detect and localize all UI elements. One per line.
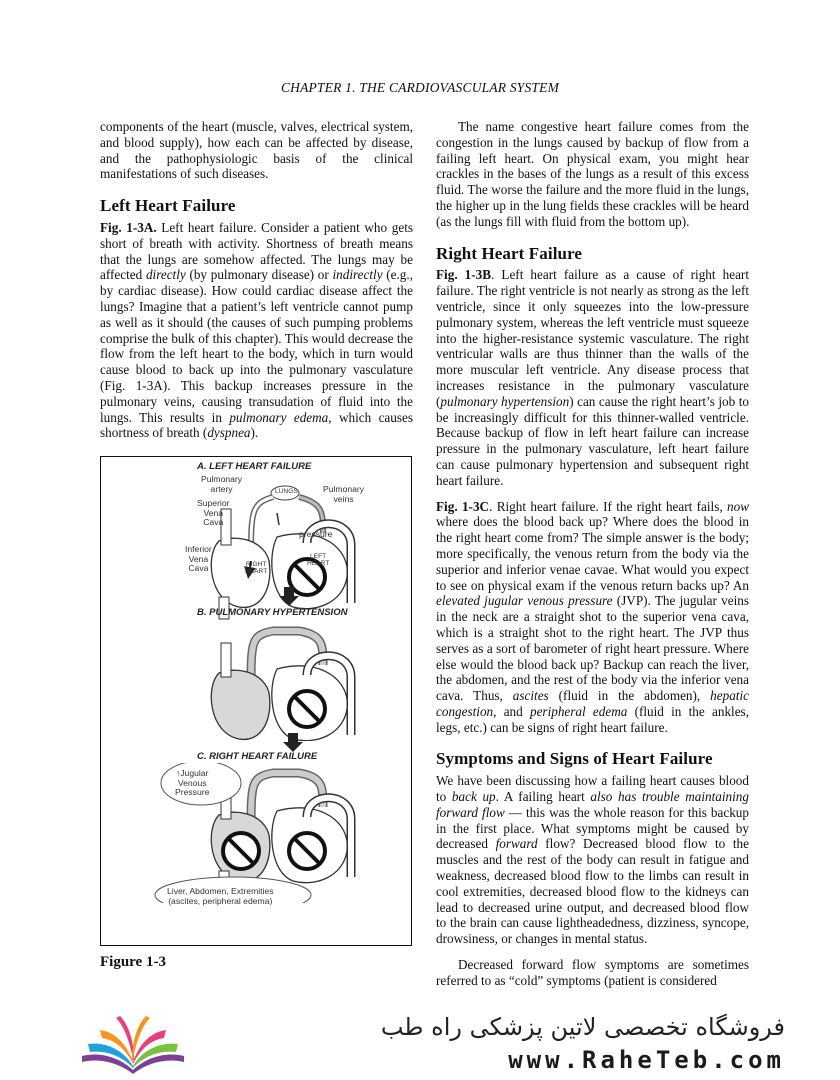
footer-website[interactable]	[508, 1046, 785, 1074]
heading-left-heart-failure: Left Heart Failure	[100, 196, 236, 216]
paragraph-fig-1-3a	[100, 220, 413, 441]
heart-diagram-c	[101, 763, 409, 903]
label-superior-vena-cava: Superior Vena Cava	[197, 498, 230, 527]
fig-ref: Fig. 1-3C	[436, 498, 490, 514]
label-left-heart: LEFT HEART	[307, 553, 330, 568]
text-run: — this was the whole reason for this backup in the first place. What symptoms might be caused by decreased	[436, 804, 749, 852]
heading-symptoms-signs: Symptoms and Signs of Heart Failure	[436, 749, 713, 769]
label-liver-abdomen-extremities: Liver, Abdomen, Extremities (ascites, peripheral edema)	[167, 886, 274, 906]
text-run: ).	[250, 425, 259, 441]
label-pulmonary-artery: Pulmonary artery	[201, 474, 243, 494]
paragraph-fig-1-3c	[436, 499, 749, 736]
italic-run: pulmonary edema	[229, 409, 329, 425]
label-jugular-venous-pressure: ↑Jugular Venous Pressure	[175, 768, 210, 797]
url-part: eb	[674, 1046, 712, 1074]
down-arrow-icon	[279, 587, 299, 607]
figure-1-3	[100, 456, 412, 946]
label-right-heart: RIGHT HEART	[245, 561, 268, 576]
running-head: CHAPTER 1. THE CARDIOVASCULAR SYSTEM	[280, 80, 560, 95]
text-run: Left heart failure. Consider a patient who gets short of breath with activity. Shortness of breath means that the lungs are somehow affected. The lungs may be affected	[100, 219, 413, 283]
italic-run: now	[727, 498, 749, 514]
italic-run: pulmonary hypertension	[440, 393, 570, 409]
figure-title-c: C. RIGHT HEART FAILURE	[197, 751, 318, 762]
text-run: where does the blood back up? Where does the blood in the right heart come from? The simple answer is the body; more specifically, the venous return from the body via the superior and inferior venae cavae. What would you expect to see on physical exam if the venous return backs up? An	[436, 514, 749, 593]
italic-run: dyspnea	[207, 425, 251, 441]
text-run: , which causes shortness of breath (	[100, 409, 413, 441]
left-column	[100, 119, 413, 451]
fig-ref: Fig. 1-3A.	[100, 219, 157, 235]
label-inferior-vena-cava: Inferior Vena Cava	[185, 544, 212, 573]
text-run: (fluid in the ankles, legs, etc.) can be signs of right heart failure.	[436, 703, 749, 735]
open-book-logo-icon	[78, 1012, 188, 1076]
italic-run: ascites	[512, 688, 549, 704]
text-run: flow? Decreased blood flow to the muscles and the rest of the body can result in fatigue and weakness, decreased blood flow to the limbs can result in cool extremities, decreased blood flow to the kidneys can lead to decreased urine output, and decreased blood flow to the brain can cause lightheadedness, dizziness, syncope, drowsiness, or changes in mental status.	[436, 836, 749, 947]
right-column	[436, 119, 749, 999]
url-part: R	[582, 1046, 601, 1074]
intro-paragraph: components of the heart (muscle, valves, electrical system, and blood supply), how each can be affected by disease, and the pathophysiologic basis of the clinical manifestations of such diseases.	[100, 119, 413, 182]
text-run: . Right heart failure. If the right heart fails,	[489, 498, 728, 514]
url-part: ahe	[600, 1046, 656, 1074]
footer-store-name: فروشگاه تخصصی لاتین پزشکی راه طب	[380, 1013, 785, 1041]
italic-run: indirectly	[332, 267, 383, 283]
paragraph-fig-1-3b	[436, 267, 749, 488]
text-run: (by pulmonary disease) or	[185, 267, 333, 283]
figure-title-b: B. PULMONARY HYPERTENSION	[197, 607, 348, 618]
figure-title-a: A. LEFT HEART FAILURE	[197, 461, 312, 472]
text-run: . A failing heart	[495, 789, 591, 805]
url-part: T	[655, 1046, 675, 1074]
label-pressure: pressure	[299, 529, 333, 539]
text-run: We have been discussing how a failing heart causes blood to	[436, 773, 749, 805]
text-run: , and	[493, 703, 530, 719]
italic-run: back up	[451, 789, 496, 805]
figure-caption: Figure 1-3	[100, 954, 166, 970]
italic-run: directly	[145, 267, 186, 283]
paragraph-congestive: The name congestive heart failure comes from the congestion in the lungs caused by backup of flow from a failing left heart. On physical exam, you might hear crackles in the bases of the lungs as a result of this excess fluid. The worse the failure and the more fluid in the lungs, the higher up in the lung fields these crackles will be heard (as the lungs fill with fluid from the bottom up).	[436, 119, 749, 229]
italic-run: elevated jugular venous pressure	[436, 593, 613, 609]
paragraph-symptoms	[436, 773, 749, 947]
text-run: (JVP). The jugular veins in the neck are a straight shot to the superior vena cava, which is a straight shot to the right heart. The JVP thus serves as a sort of barometer of right heart pressure. Where else would the blood back up? Backup can reach the liver, the abdomen, and the rest of the body via the inferior vena cava. Thus,	[436, 593, 749, 704]
heading-right-heart-failure: Right Heart Failure	[436, 243, 583, 263]
label-lungs: LUNGS	[275, 488, 298, 495]
label-pulmonary-veins: Pulmonary veins	[323, 484, 365, 504]
italic-run: forward	[495, 836, 538, 852]
heart-diagram-b	[101, 621, 409, 741]
paragraph-cold-symptoms: Decreased forward flow symptoms are sometimes referred to as “cold” symptoms (patient is considered	[436, 957, 749, 988]
italic-run: peripheral edema	[529, 703, 628, 719]
italic-run: hepatic congestion	[436, 688, 749, 719]
url-part: www.	[508, 1046, 583, 1074]
text-run: (e.g., by cardiac disease). How could cardiac disease affect the lungs? Imagine that a patient’s left ventricle cannot pump as well as it should (the causes of such pumping problems comprise the bulk of this chapter). This would decrease the flow from the left heart to the body, which in turn would cause blood to back up into the pulmonary vasculature (Fig. 1-3A). This backup increases pressure in the pulmonary veins, causing transudation of fluid into the lungs. This results in	[100, 267, 413, 425]
italic-run: also has trouble maintaining forward flow	[436, 789, 749, 820]
down-arrow-icon	[283, 733, 303, 753]
text-run: ) can cause the right heart’s job to be increasingly difficult for this thinner-walled ventricle. Because backup of flow in left heart failure can increase pressure in the pulmonary vasculature, left heart failure can cause pulmonary hypertension and subsequent right heart failure.	[436, 393, 749, 488]
text-run: (fluid in the abdomen),	[548, 688, 711, 704]
fig-ref: Fig. 1-3B	[436, 267, 492, 283]
text-run: . Left heart failure as a cause of right heart failure. The right ventricle is not nearly as strong as the left ventricle, since it only squeezes into the low-pressure pulmonary system, whereas the left ventricle must squeeze into the higher-resistance systemic vasculature. The right ventricular walls are thus thinner than the walls of the more muscular left ventricle. Any disease process that increases resistance in the pulmonary vasculature (	[436, 267, 749, 409]
url-part: .com	[711, 1046, 785, 1074]
